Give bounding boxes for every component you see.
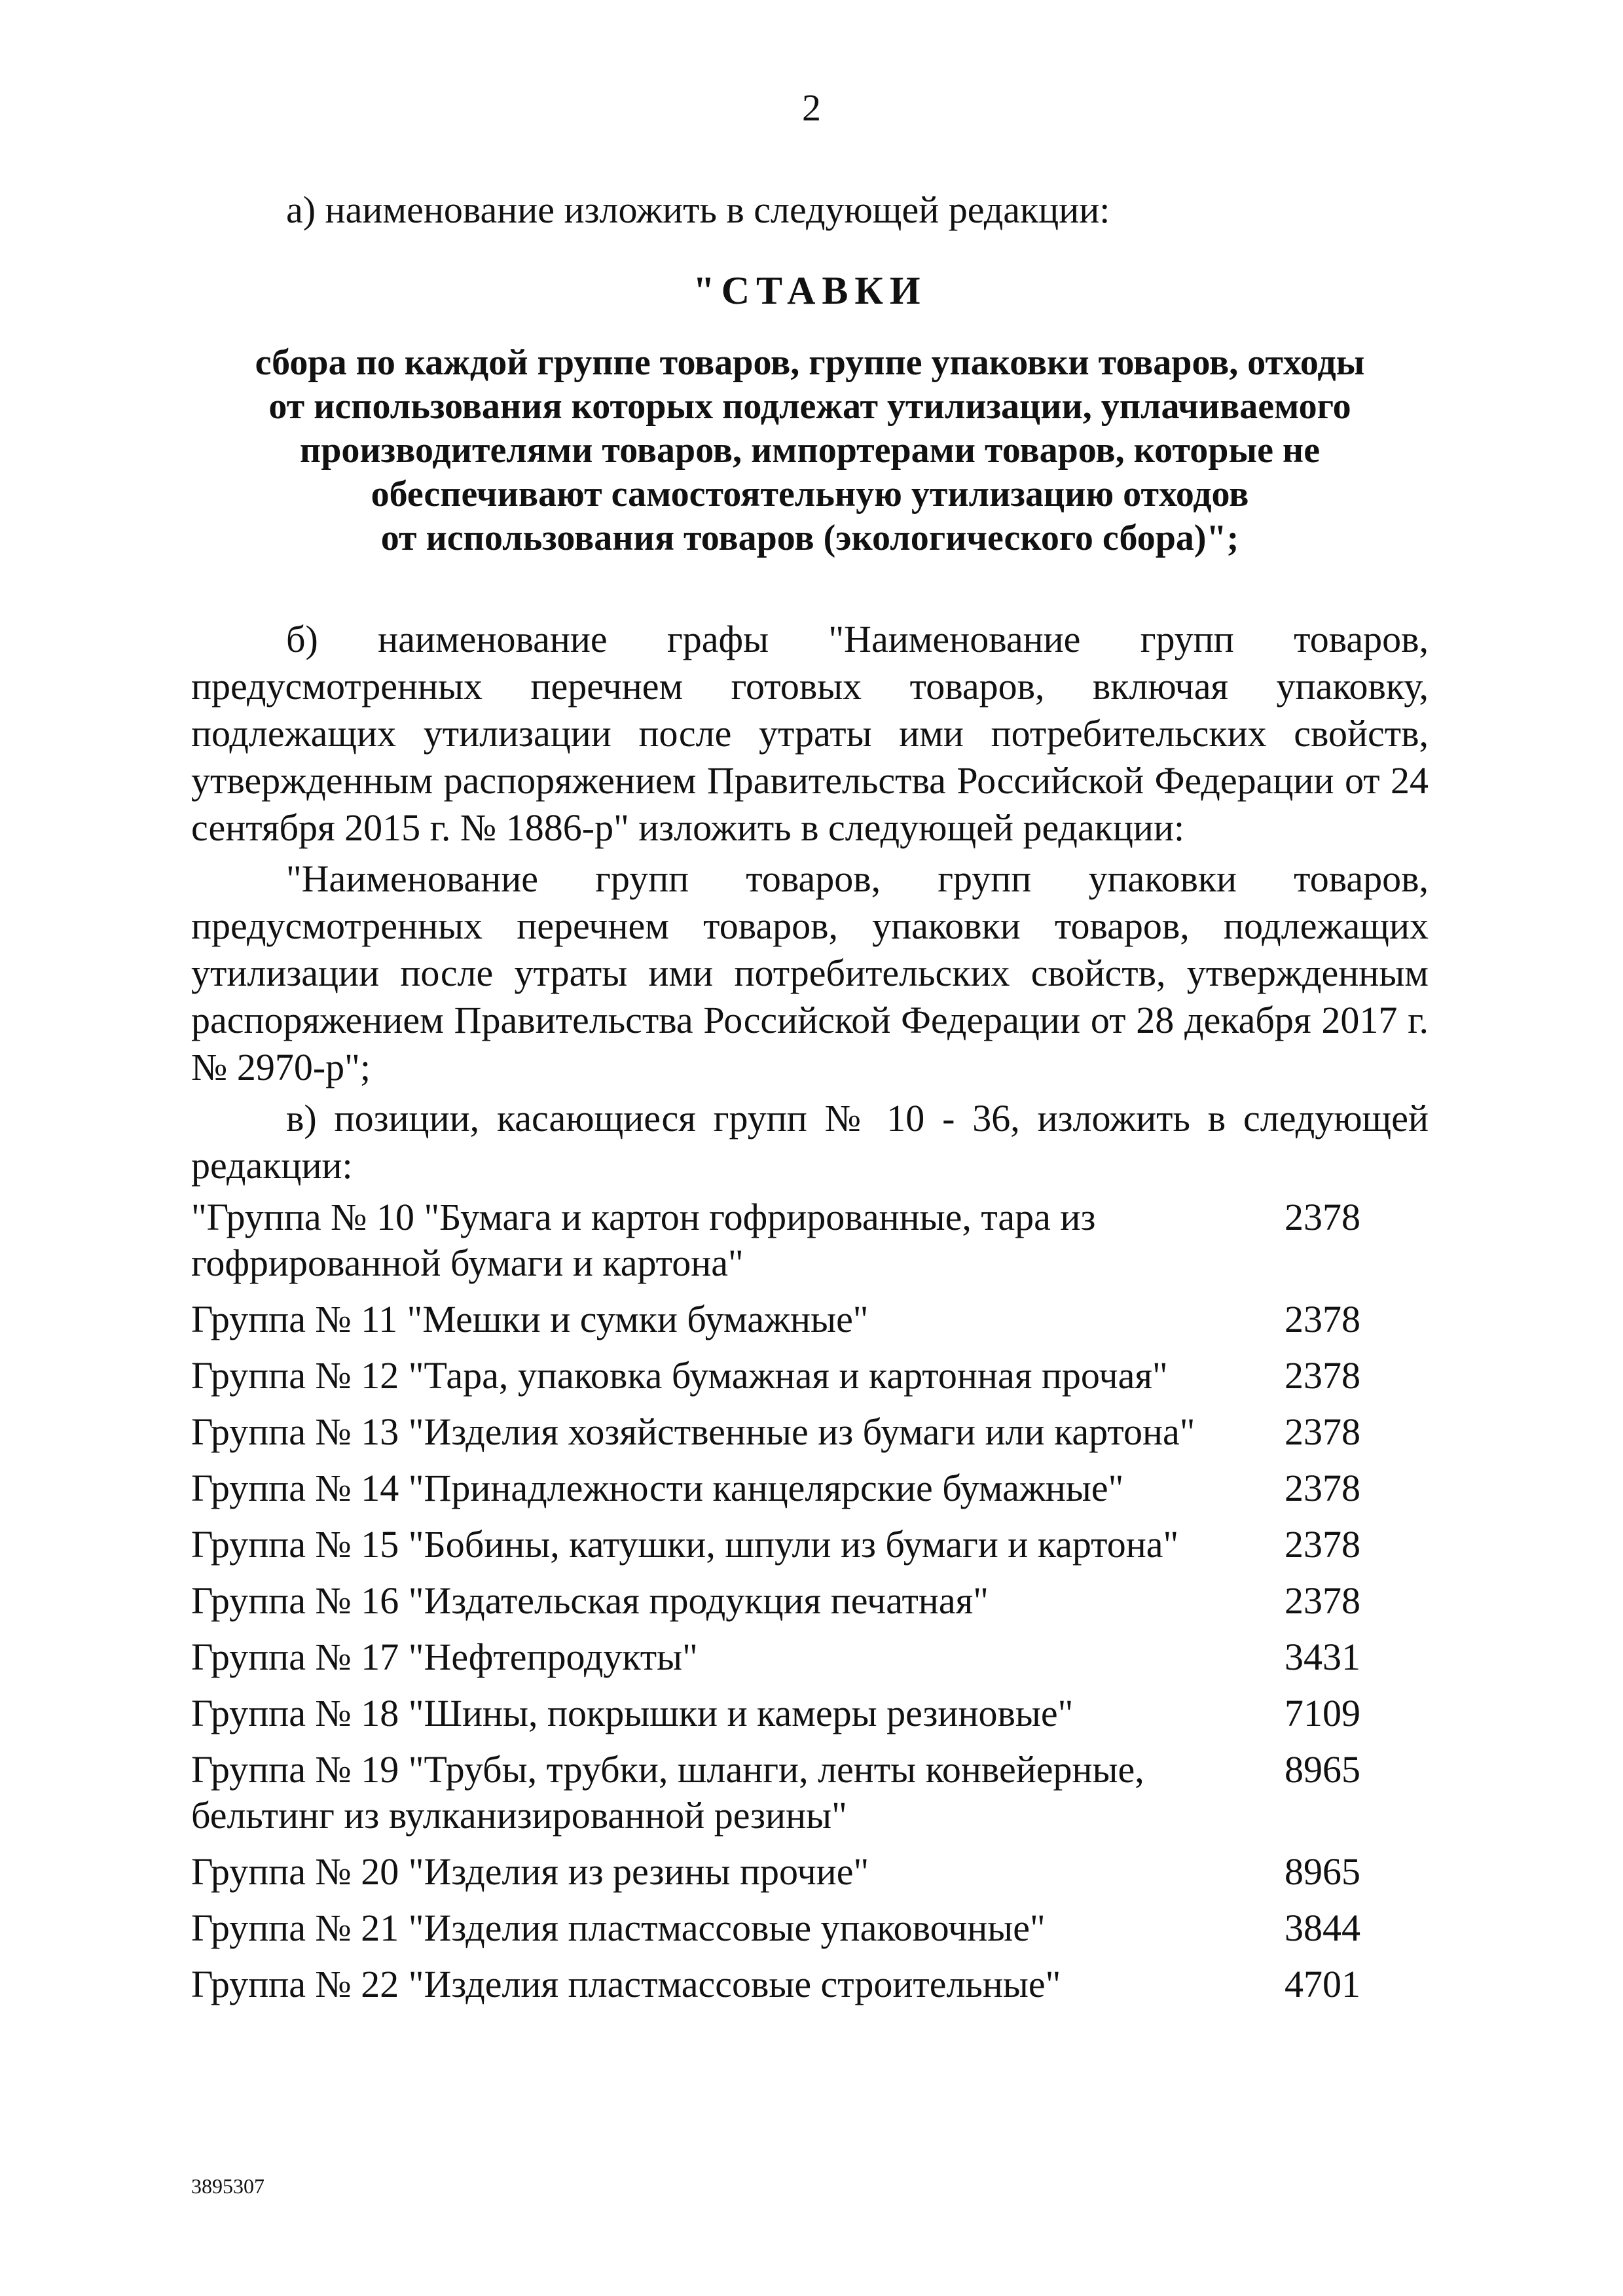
group-rate: 2378	[1285, 1354, 1360, 1397]
group-name: Группа № 22 "Изделия пластмассовые строительные"	[191, 1963, 1061, 2005]
group-rate: 2378	[1285, 1523, 1360, 1566]
group-row	[191, 1578, 1429, 1624]
group-row	[191, 1297, 1429, 1342]
group-rate: 2378	[1285, 1467, 1360, 1509]
group-name: Группа № 18 "Шины, покрышки и камеры резиновые"	[191, 1692, 1074, 1734]
group-row	[191, 1194, 1429, 1286]
group-rate: 7109	[1285, 1692, 1360, 1734]
paragraph-b: б) наименование графы "Наименование групп товаров, предусмотренных перечнем готовых товаров, включая упаковку, подлежащих утилизации после утраты ими потребительских свойств, утвержденным распоряжением Правительства Российской Федерации от 24 сентября 2015 г. № 1886-р" изложить в следующей редакции:	[191, 618, 1429, 849]
group-rate: 8965	[1285, 1850, 1360, 1893]
group-rate: 2378	[1285, 1196, 1360, 1238]
group-name: Группа № 20 "Изделия из резины прочие"	[191, 1850, 869, 1893]
group-rate: 3844	[1285, 1907, 1360, 1949]
group-rate: 8965	[1285, 1748, 1360, 1791]
group-rate: 2378	[1285, 1579, 1360, 1622]
section-title: "СТАВКИ	[693, 269, 927, 312]
page-number: 2	[802, 86, 821, 129]
group-row	[191, 1634, 1429, 1680]
subtitle-line: от использования товаров (экологического сбора)";	[380, 518, 1239, 558]
document-body	[191, 187, 1429, 2018]
group-name: Группа № 17 "Нефтепродукты"	[191, 1636, 698, 1678]
group-name: Группа № 12 "Тара, упаковка бумажная и картонная прочая"	[191, 1354, 1168, 1397]
section-subtitle	[191, 341, 1429, 560]
group-rate: 4701	[1285, 1963, 1360, 2005]
paragraph-v: в) позиции, касающиеся групп № 10 - 36, изложить в следующей редакции:	[191, 1097, 1429, 1187]
intro-paragraph: а) наименование изложить в следующей редакции:	[286, 188, 1110, 231]
document-code: 3895307	[191, 2174, 264, 2198]
subtitle-line: производителями товаров, импортерами товаров, которые не	[299, 430, 1321, 471]
group-row	[191, 1962, 1429, 2007]
group-rate: 2378	[1285, 1298, 1360, 1340]
group-name: Группа № 15 "Бобины, катушки, шпули из бумаги и картона"	[191, 1523, 1179, 1566]
group-name: "Группа № 10 "Бумага и картон гофрированные, тара из гофрированной бумаги и картона"	[191, 1196, 1096, 1284]
group-row	[191, 1747, 1429, 1839]
group-rate: 2378	[1285, 1410, 1360, 1453]
group-name: Группа № 16 "Издательская продукция печатная"	[191, 1579, 989, 1622]
group-row	[191, 1691, 1429, 1736]
group-row	[191, 1409, 1429, 1455]
subtitle-line: обеспечивают самостоятельную утилизацию отходов	[371, 474, 1249, 514]
group-row	[191, 1905, 1429, 1951]
group-name: Группа № 13 "Изделия хозяйственные из бумаги или картона"	[191, 1410, 1195, 1453]
group-row	[191, 1353, 1429, 1399]
subtitle-line: сбора по каждой группе товаров, группе упаковки товаров, отходы	[255, 342, 1365, 383]
group-name: Группа № 14 "Принадлежности канцелярские бумажные"	[191, 1467, 1124, 1509]
group-row	[191, 1849, 1429, 1895]
group-row	[191, 1465, 1429, 1511]
paragraph-b-quote: "Наименование групп товаров, групп упаковки товаров, предусмотренных перечнем товаров, упаковки товаров, подлежащих утилизации после утраты ими потребительских свойств, утвержденным распоряжением Правительства Российской Федерации от 28 декабря 2017 г. № 2970-р";	[191, 857, 1429, 1088]
group-rate: 3431	[1285, 1636, 1360, 1678]
group-row	[191, 1522, 1429, 1568]
group-name: Группа № 11 "Мешки и сумки бумажные"	[191, 1298, 869, 1340]
group-rates-list	[191, 1194, 1429, 2007]
subtitle-line: от использования которых подлежат утилизации, уплачиваемого	[268, 386, 1351, 427]
group-name: Группа № 21 "Изделия пластмассовые упаковочные"	[191, 1907, 1046, 1949]
group-name: Группа № 19 "Трубы, трубки, шланги, ленты конвейерные, бельтинг из вулканизированной резины"	[191, 1748, 1144, 1837]
